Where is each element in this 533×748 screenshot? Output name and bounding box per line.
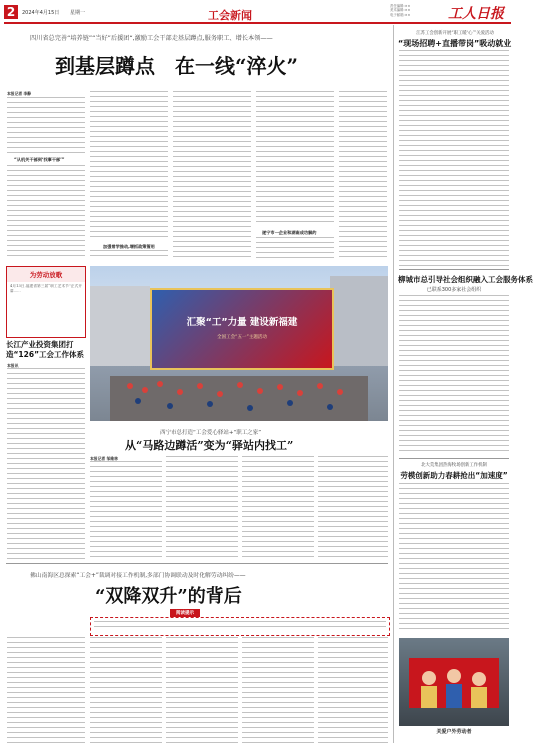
- story4-headline: “双降双升”的背后: [95, 586, 242, 607]
- story3-body-4: [318, 456, 388, 560]
- story2-body: [7, 368, 85, 560]
- stage-banner-title: 汇聚“工”力量 建设新福建: [186, 317, 298, 328]
- issue-date: 2024年4月15日: [22, 10, 60, 16]
- reading-tip-label: 阅读提示: [170, 609, 200, 617]
- lead-column-2b: [90, 250, 168, 260]
- section-rule: [6, 563, 388, 564]
- right-s2-headline: 柳城市总引导社会组织融入工会服务体系: [398, 275, 533, 284]
- right-s2-sub: 已联系300多家社会组织: [426, 287, 482, 293]
- right-photo: [399, 638, 509, 726]
- lead-column-1: [7, 97, 85, 153]
- lead-column-5: [339, 91, 387, 260]
- story3-body-1: [90, 461, 162, 560]
- reading-tip-text: [94, 621, 386, 631]
- right-rule: [399, 269, 509, 270]
- story3-body-3: [242, 456, 314, 560]
- issue-weekday: 星期一: [70, 10, 86, 16]
- editor-line: 责任编辑:××: [390, 4, 411, 8]
- event-photo: [90, 266, 388, 421]
- stage-banner: [150, 288, 334, 370]
- right-s3-body: [399, 483, 509, 633]
- editor-line: 美术编辑:××: [390, 8, 411, 13]
- lead-subhead: 加强常学推动,增抓政策管用: [103, 244, 155, 249]
- lead-subhead: 遂宁市一企业和湖南成功解约: [262, 230, 317, 235]
- editor-line: 电子邮箱:××: [390, 12, 411, 17]
- masthead-rule: [4, 22, 511, 24]
- story4-body-0: [7, 637, 85, 743]
- page-number-badge: 2: [4, 5, 18, 19]
- lead-headline: 到基层蹲点 在一线“淬火”: [55, 54, 299, 78]
- stage-banner-sub: 全国工会“五一”主题活动: [217, 335, 267, 340]
- story4-body-4: [318, 637, 388, 743]
- story4-body-2: [166, 637, 238, 743]
- lead-column-4: [256, 91, 334, 226]
- right-s3-kicker: 北大荒集团热海牧场创新工作机制: [421, 463, 487, 468]
- lead-column-4b: [256, 237, 334, 260]
- lead-column-3: [173, 91, 251, 260]
- outdoor-workers-graphic: [399, 638, 509, 726]
- story4-body-3: [242, 637, 314, 743]
- editor-info: [390, 4, 410, 17]
- lead-kicker: 四川省总完善“培养链”“当好”后援团“,激励工会干部走基层蹲点,服务职工、增长本领——: [30, 35, 273, 42]
- right-s1-body: [399, 50, 509, 266]
- story3-byline: 本报记者 邹维林: [90, 456, 118, 461]
- right-s3-headline: 劳模创新助力春耕抢出“加速度”: [400, 471, 508, 480]
- lead-subhead: “从机关干部到‘找事干部’”: [14, 157, 65, 162]
- lead-byline: 本报记者 李静: [7, 91, 32, 96]
- story4-body-1: [90, 637, 162, 743]
- lead-column-1b: [7, 165, 85, 260]
- story3-body-2: [166, 456, 238, 560]
- paper-logo: 工人日报: [448, 6, 504, 22]
- right-photo-caption: 关爱户外劳动者: [436, 729, 472, 735]
- story2-byline: 本报讯: [7, 363, 19, 368]
- story3-headline: 从“马路边蹲活”变为“驿站内找工”: [125, 439, 294, 452]
- story2-headline: 长江产业投资集团打造“126”工会工作体系: [6, 340, 85, 359]
- caption-box: [6, 266, 86, 338]
- caption-box-text: 4月13日,福建省第三届“职工艺术节”正式开幕……: [10, 284, 82, 293]
- story3-kicker: 西宁市总打造“工会爱心驿站+“职工之家”: [160, 430, 262, 436]
- caption-box-title: 为劳动放歌: [7, 267, 85, 282]
- right-column-divider: [393, 25, 394, 743]
- right-s1-kicker: 江苏工会创新开展“职工暖‘心’”关爱活动: [416, 31, 494, 36]
- story4-kicker: 佛山南海区总探索“工会+”裁调对接工作机制,多部门协调联动及时化解劳动纠纷——: [30, 573, 246, 579]
- section-title: 工会新闻: [208, 9, 252, 22]
- right-rule: [399, 458, 509, 459]
- reading-tip-box: [90, 617, 390, 636]
- lead-column-2: [90, 91, 168, 241]
- right-s2-body: [399, 295, 509, 455]
- right-s1-headline: “现场招聘+直播带岗”吸动就业: [398, 39, 512, 48]
